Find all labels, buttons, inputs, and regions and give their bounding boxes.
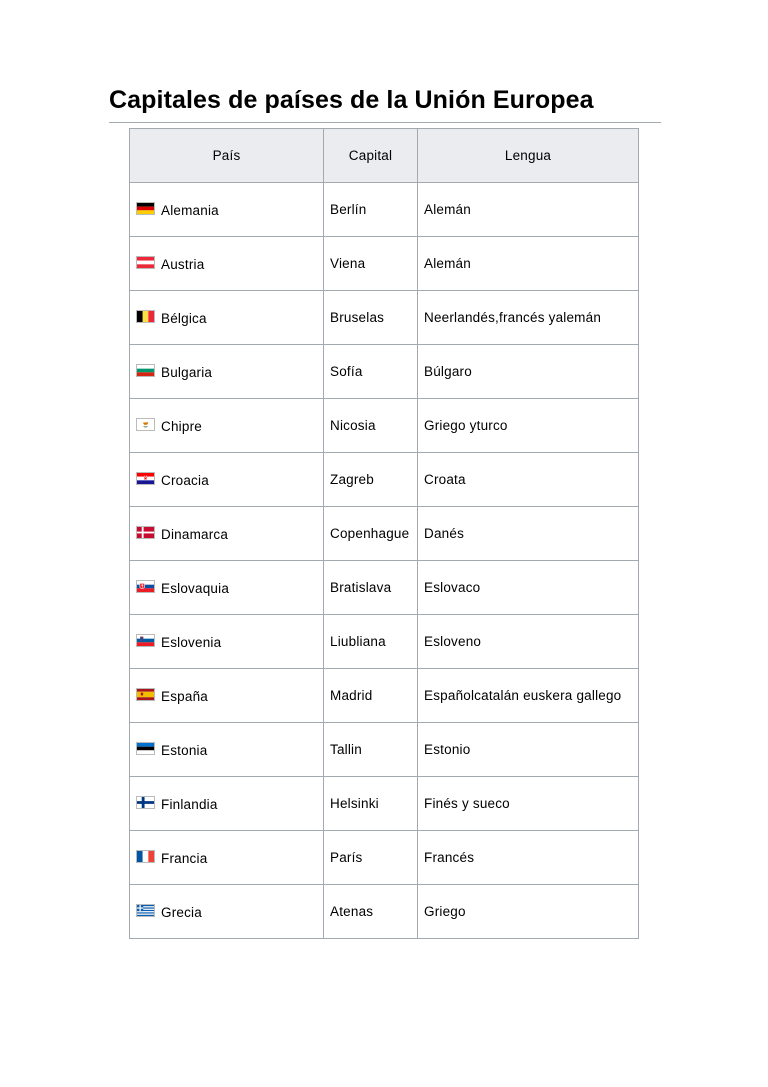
country-name[interactable]: España [161,688,208,704]
capital-cell: Liubliana [324,615,418,669]
germany-flag-icon [136,202,155,215]
table-row [130,345,639,399]
belgium-flag-icon [136,310,155,323]
language-cell: Españolcatalán euskera gallego [418,669,639,723]
language-cell: Danés [418,507,639,561]
country-name[interactable]: Grecia [161,904,202,920]
table-row [130,885,639,939]
capital-cell: Nicosia [324,399,418,453]
capital-cell: Sofía [324,345,418,399]
capitals-table [129,128,639,939]
language-cell: Croata [418,453,639,507]
greece-flag-icon [136,904,155,917]
country-cell [130,237,324,291]
country-name[interactable]: Austria [161,256,205,272]
country-cell [130,507,324,561]
language-cell: Neerlandés,francés yalemán [418,291,639,345]
country-cell [130,831,324,885]
table-row [130,183,639,237]
country-cell [130,183,324,237]
country-cell [130,669,324,723]
country-cell [130,345,324,399]
page-title: Capitales de países de la Unión Europea [109,86,594,114]
country-cell [130,399,324,453]
header-country[interactable]: País [130,129,324,183]
estonia-flag-icon [136,742,155,755]
france-flag-icon [136,850,155,863]
denmark-flag-icon [136,526,155,539]
table-row [130,561,639,615]
header-capital[interactable]: Capital [324,129,418,183]
austria-flag-icon [136,256,155,269]
country-name[interactable]: Francia [161,850,208,866]
country-name[interactable]: Chipre [161,418,202,434]
table-row [130,831,639,885]
country-cell [130,777,324,831]
country-name[interactable]: Bélgica [161,310,207,326]
country-name[interactable]: Alemania [161,202,219,218]
country-name[interactable]: Finlandia [161,796,218,812]
cyprus-flag-icon [136,418,155,431]
language-cell: Griego [418,885,639,939]
country-cell [130,885,324,939]
language-cell: Búlgaro [418,345,639,399]
slovakia-flag-icon [136,580,155,593]
table-header-row [130,129,639,183]
country-name[interactable]: Bulgaria [161,364,213,380]
country-name[interactable]: Croacia [161,472,209,488]
table-row [130,669,639,723]
slovenia-flag-icon [136,634,155,647]
table-row [130,777,639,831]
language-cell: Esloveno [418,615,639,669]
country-cell [130,723,324,777]
language-cell: Alemán [418,237,639,291]
capital-cell: Copenhague [324,507,418,561]
language-cell: Griego yturco [418,399,639,453]
country-name[interactable]: Eslovaquia [161,580,230,596]
language-cell: Francés [418,831,639,885]
language-cell: Eslovaco [418,561,639,615]
language-cell: Finés y sueco [418,777,639,831]
country-name[interactable]: Eslovenia [161,634,222,650]
table-row [130,615,639,669]
capital-cell: Zagreb [324,453,418,507]
country-cell [130,453,324,507]
table-row [130,453,639,507]
capital-cell: Madrid [324,669,418,723]
language-cell: Estonio [418,723,639,777]
capital-cell: Viena [324,237,418,291]
table-row [130,507,639,561]
table-row [130,723,639,777]
country-name[interactable]: Dinamarca [161,526,229,542]
spain-flag-icon [136,688,155,701]
table-row [130,291,639,345]
capital-cell: Helsinki [324,777,418,831]
finland-flag-icon [136,796,155,809]
table-row [130,399,639,453]
capital-cell: Atenas [324,885,418,939]
country-cell [130,291,324,345]
capital-cell: Berlín [324,183,418,237]
bulgaria-flag-icon [136,364,155,377]
capital-cell: París [324,831,418,885]
country-cell [130,615,324,669]
title-divider [109,122,661,123]
capital-cell: Bruselas [324,291,418,345]
country-cell [130,561,324,615]
capital-cell: Bratislava [324,561,418,615]
header-language[interactable]: Lengua [418,129,639,183]
capital-cell: Tallin [324,723,418,777]
table-row [130,237,639,291]
language-cell: Alemán [418,183,639,237]
country-name[interactable]: Estonia [161,742,208,758]
croatia-flag-icon [136,472,155,485]
